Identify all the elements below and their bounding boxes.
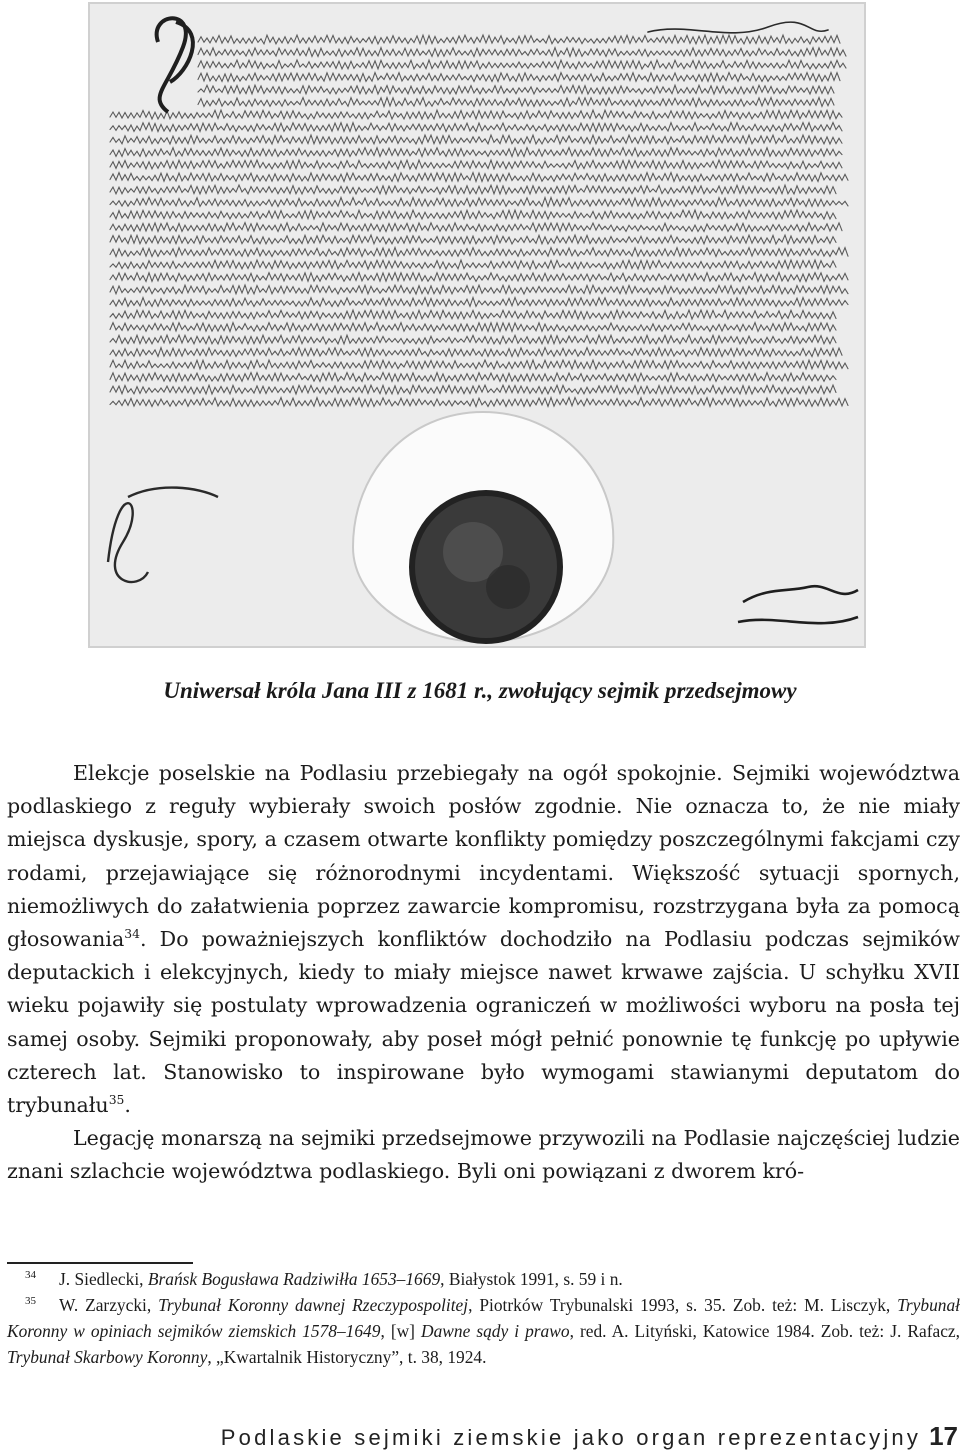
running-title: Podlaskie sejmiki ziemskie jako organ reprezentacyjny <box>220 1425 922 1450</box>
page-number: 17 <box>929 1421 958 1451</box>
footnote-35: 35 W. Zarzycki, Trybunał Koronny dawnej Rzeczypospolitej, Piotrków Trybunalski 1993, s. 35. Zob. też: M. Lisczyk, Trybunał Koronny w opiniach sejmików ziemskich 1578–1649, [w] Dawne sądy i prawo, red. A. Lityński, Katowice 1984. Zob. też: J. Rafacz, Trybunał Skarbowy Koronny, „Kwartalnik Historyczny”, t. 38, 1924. <box>7 1292 960 1370</box>
figure-caption: Uniwersał króla Jana III z 1681 r., zwołujący sejmik przedsejmowy <box>163 678 797 703</box>
main-text <box>7 757 960 1189</box>
footnote-34: 34 J. Siedlecki, Brańsk Bogusława Radziwiłła 1653–1669, Białystok 1991, s. 59 i n. <box>7 1266 960 1292</box>
footnotes <box>7 1266 960 1370</box>
footnote-number: 35 <box>25 1295 36 1307</box>
footnote-ref-34[interactable]: 34 <box>124 927 140 942</box>
footnote-divider <box>7 1262 193 1264</box>
paragraph-2: Legację monarszą na sejmiki przedsejmowe przywozili na Podlasie najczęściej ludzie znani szlachcie województwa podlaskiego. Byli oni powiązani z dworem kró- <box>7 1126 960 1184</box>
page-footer <box>221 1421 958 1452</box>
manuscript-facsimile <box>88 2 866 648</box>
paragraph-1: Elekcje poselskie na Podlasiu przebiegały na ogół spokojnie. Sejmiki województwa podlaskiego z reguły wybierały swoich posłów zgodnie. Nie oznacza to, że nie miały miejsca dyskusje, spory, a czasem otwarte konflikty pomiędzy poszczególnymi fakcjami czy rodami, przejawiające się różnorodnymi incydentami. Większość sytuacji spornych, niemożliwych do załatwienia poprzez zawarcie kompromisu, rozstrzygana była za pomocą głosowania$^{34}$. Do poważniejszych konfliktów dochodziło na Podlasiu podczas sejmików deputackich i elekcyjnych, kiedy to miały miejsce nawet krwawe zajścia. U schyłku XVII wieku pojawiły się postulaty wprowadzenia ograniczeń w możliwości wyboru na posła tej samej osoby. Sejmiki proponowały, aby poseł mógł pełnić ponownie tę funkcję po upływie czterech lat. Stanowisko to inspirowane było wymogami stawianymi deputatom do trybunału$^{35}$. <box>7 761 960 1118</box>
footnote-ref-35[interactable]: 35 <box>108 1093 125 1108</box>
footnote-number: 34 <box>25 1269 36 1281</box>
manuscript-image <box>88 2 866 648</box>
